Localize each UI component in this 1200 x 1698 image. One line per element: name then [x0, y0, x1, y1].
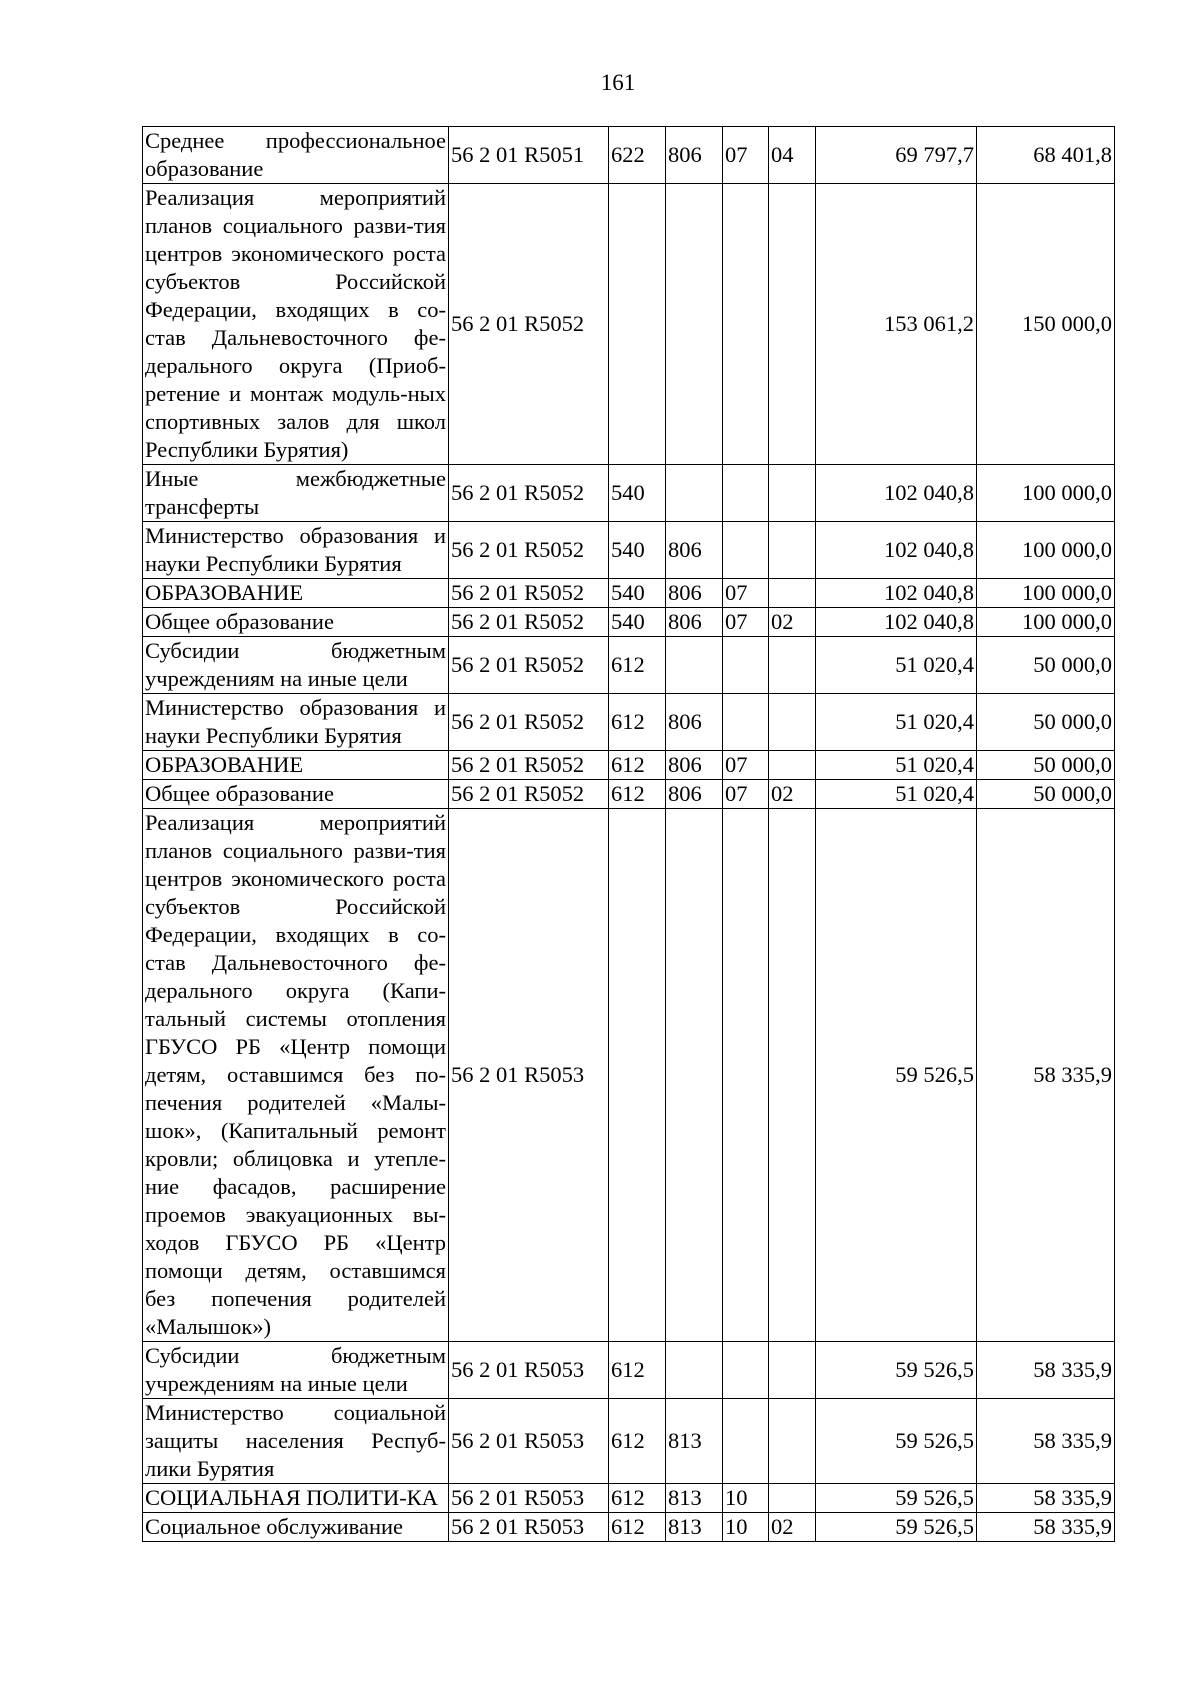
- expense-type-cell: 612: [609, 751, 666, 780]
- item-name-cell: Среднее профессиональное образование: [143, 127, 449, 184]
- expense-type-cell: 612: [609, 1484, 666, 1513]
- amount-year2-cell: 58 335,9: [977, 1513, 1115, 1542]
- item-name-cell: СОЦИАЛЬНАЯ ПОЛИТИ-КА: [143, 1484, 449, 1513]
- subsection-cell: 02: [769, 780, 816, 809]
- section-cell: [723, 522, 769, 579]
- amount-year1-cell: 51 020,4: [816, 694, 977, 751]
- table-row: [143, 809, 1115, 1342]
- amount-year2-cell: 50 000,0: [977, 751, 1115, 780]
- amount-year2-cell: 50 000,0: [977, 780, 1115, 809]
- subsection-cell: [769, 809, 816, 1342]
- ministry-code-cell: 806: [666, 751, 723, 780]
- subsection-cell: [769, 184, 816, 465]
- target-article-cell: 56 2 01 R5052: [449, 780, 609, 809]
- item-name-cell: Министерство образования и науки Республики Бурятия: [143, 694, 449, 751]
- table-row: [143, 608, 1115, 637]
- ministry-code-cell: 813: [666, 1399, 723, 1484]
- ministry-code-cell: 806: [666, 522, 723, 579]
- section-cell: 07: [723, 579, 769, 608]
- amount-year1-cell: 59 526,5: [816, 1484, 977, 1513]
- ministry-code-cell: 806: [666, 694, 723, 751]
- item-name-cell: ОБРАЗОВАНИЕ: [143, 579, 449, 608]
- amount-year2-cell: 58 335,9: [977, 809, 1115, 1342]
- amount-year2-cell: 50 000,0: [977, 637, 1115, 694]
- subsection-cell: [769, 751, 816, 780]
- subsection-cell: [769, 694, 816, 751]
- target-article-cell: 56 2 01 R5052: [449, 465, 609, 522]
- subsection-cell: 04: [769, 127, 816, 184]
- ministry-code-cell: [666, 465, 723, 522]
- table-row: [143, 127, 1115, 184]
- ministry-code-cell: 806: [666, 127, 723, 184]
- subsection-cell: 02: [769, 608, 816, 637]
- amount-year2-cell: 58 335,9: [977, 1342, 1115, 1399]
- section-cell: 07: [723, 608, 769, 637]
- table-row: [143, 465, 1115, 522]
- target-article-cell: 56 2 01 R5052: [449, 522, 609, 579]
- expense-type-cell: 540: [609, 579, 666, 608]
- section-cell: [723, 184, 769, 465]
- item-name-cell: Министерство образования и науки Республики Бурятия: [143, 522, 449, 579]
- expense-type-cell: [609, 184, 666, 465]
- subsection-cell: [769, 637, 816, 694]
- item-name-cell: Иные межбюджетные трансферты: [143, 465, 449, 522]
- section-cell: [723, 1342, 769, 1399]
- amount-year2-cell: 58 335,9: [977, 1484, 1115, 1513]
- target-article-cell: 56 2 01 R5053: [449, 809, 609, 1342]
- section-cell: 07: [723, 127, 769, 184]
- section-cell: 10: [723, 1513, 769, 1542]
- amount-year1-cell: 51 020,4: [816, 780, 977, 809]
- table-row: [143, 1513, 1115, 1542]
- amount-year2-cell: 100 000,0: [977, 608, 1115, 637]
- item-name-cell: Реализация мероприятий планов социального разви-тия центров экономического роста субъектов Российской Федерации, входящих в со-став Дальневосточного фе-дерального округа (Приоб-ретение и монтаж модуль-ных спортивных залов для школ Республики Бурятия): [143, 184, 449, 465]
- table-row: [143, 522, 1115, 579]
- expense-type-cell: 622: [609, 127, 666, 184]
- amount-year2-cell: 100 000,0: [977, 465, 1115, 522]
- amount-year2-cell: 50 000,0: [977, 694, 1115, 751]
- section-cell: [723, 637, 769, 694]
- target-article-cell: 56 2 01 R5052: [449, 184, 609, 465]
- table-body: [143, 127, 1115, 1542]
- section-cell: 07: [723, 751, 769, 780]
- table-row: [143, 579, 1115, 608]
- section-cell: [723, 465, 769, 522]
- target-article-cell: 56 2 01 R5052: [449, 694, 609, 751]
- ministry-code-cell: [666, 184, 723, 465]
- page-number: 161: [600, 70, 636, 95]
- target-article-cell: 56 2 01 R5051: [449, 127, 609, 184]
- amount-year1-cell: 153 061,2: [816, 184, 977, 465]
- expense-type-cell: 540: [609, 465, 666, 522]
- subsection-cell: [769, 1399, 816, 1484]
- target-article-cell: 56 2 01 R5053: [449, 1399, 609, 1484]
- amount-year2-cell: 68 401,8: [977, 127, 1115, 184]
- subsection-cell: 02: [769, 1513, 816, 1542]
- subsection-cell: [769, 522, 816, 579]
- expense-type-cell: 612: [609, 694, 666, 751]
- amount-year1-cell: 59 526,5: [816, 1399, 977, 1484]
- section-cell: 10: [723, 1484, 769, 1513]
- target-article-cell: 56 2 01 R5053: [449, 1484, 609, 1513]
- amount-year1-cell: 59 526,5: [816, 1342, 977, 1399]
- amount-year1-cell: 51 020,4: [816, 637, 977, 694]
- expense-type-cell: 612: [609, 1342, 666, 1399]
- budget-table: [142, 126, 1115, 1542]
- section-cell: [723, 694, 769, 751]
- subsection-cell: [769, 579, 816, 608]
- table-row: [143, 694, 1115, 751]
- table-row: [143, 1484, 1115, 1513]
- ministry-code-cell: 813: [666, 1513, 723, 1542]
- table-row: [143, 1342, 1115, 1399]
- item-name-cell: Общее образование: [143, 608, 449, 637]
- amount-year1-cell: 69 797,7: [816, 127, 977, 184]
- amount-year1-cell: 59 526,5: [816, 1513, 977, 1542]
- amount-year1-cell: 102 040,8: [816, 608, 977, 637]
- amount-year1-cell: 51 020,4: [816, 751, 977, 780]
- target-article-cell: 56 2 01 R5053: [449, 1342, 609, 1399]
- expense-type-cell: 612: [609, 1399, 666, 1484]
- item-name-cell: Субсидии бюджетным учреждениям на иные цели: [143, 1342, 449, 1399]
- ministry-code-cell: [666, 637, 723, 694]
- ministry-code-cell: [666, 1342, 723, 1399]
- amount-year1-cell: 102 040,8: [816, 465, 977, 522]
- ministry-code-cell: 806: [666, 579, 723, 608]
- item-name-cell: Реализация мероприятий планов социального разви-тия центров экономического роста субъектов Российской Федерации, входящих в со-став Дальневосточного фе-дерального округа (Капи-тальный системы отопления ГБУСО РБ «Центр помощи детям, оставшимся без по-печения родителей «Малы-шок», (Капитальный ремонт кровли; облицовка и утепле-ние фасадов, расширение проемов эвакуационных вы-ходов ГБУСО РБ «Центр помощи детям, оставшимся без попечения родителей «Малышок»): [143, 809, 449, 1342]
- target-article-cell: 56 2 01 R5052: [449, 579, 609, 608]
- amount-year2-cell: 100 000,0: [977, 579, 1115, 608]
- item-name-cell: Субсидии бюджетным учреждениям на иные цели: [143, 637, 449, 694]
- subsection-cell: [769, 1484, 816, 1513]
- table-row: [143, 637, 1115, 694]
- target-article-cell: 56 2 01 R5053: [449, 1513, 609, 1542]
- item-name-cell: Социальное обслуживание: [143, 1513, 449, 1542]
- section-cell: 07: [723, 780, 769, 809]
- section-cell: [723, 809, 769, 1342]
- ministry-code-cell: 813: [666, 1484, 723, 1513]
- expense-type-cell: [609, 809, 666, 1342]
- table-row: [143, 1399, 1115, 1484]
- table-row: [143, 184, 1115, 465]
- expense-type-cell: 612: [609, 1513, 666, 1542]
- amount-year1-cell: 102 040,8: [816, 522, 977, 579]
- item-name-cell: Министерство социальной защиты населения Респуб-лики Бурятия: [143, 1399, 449, 1484]
- expense-type-cell: 612: [609, 780, 666, 809]
- item-name-cell: ОБРАЗОВАНИЕ: [143, 751, 449, 780]
- target-article-cell: 56 2 01 R5052: [449, 751, 609, 780]
- amount-year2-cell: 150 000,0: [977, 184, 1115, 465]
- target-article-cell: 56 2 01 R5052: [449, 637, 609, 694]
- expense-type-cell: 540: [609, 522, 666, 579]
- subsection-cell: [769, 465, 816, 522]
- ministry-code-cell: [666, 809, 723, 1342]
- section-cell: [723, 1399, 769, 1484]
- expense-type-cell: 612: [609, 637, 666, 694]
- amount-year1-cell: 102 040,8: [816, 579, 977, 608]
- item-name-cell: Общее образование: [143, 780, 449, 809]
- ministry-code-cell: 806: [666, 608, 723, 637]
- ministry-code-cell: 806: [666, 780, 723, 809]
- table-row: [143, 751, 1115, 780]
- amount-year2-cell: 100 000,0: [977, 522, 1115, 579]
- expense-type-cell: 540: [609, 608, 666, 637]
- table-row: [143, 780, 1115, 809]
- target-article-cell: 56 2 01 R5052: [449, 608, 609, 637]
- subsection-cell: [769, 1342, 816, 1399]
- amount-year2-cell: 58 335,9: [977, 1399, 1115, 1484]
- amount-year1-cell: 59 526,5: [816, 809, 977, 1342]
